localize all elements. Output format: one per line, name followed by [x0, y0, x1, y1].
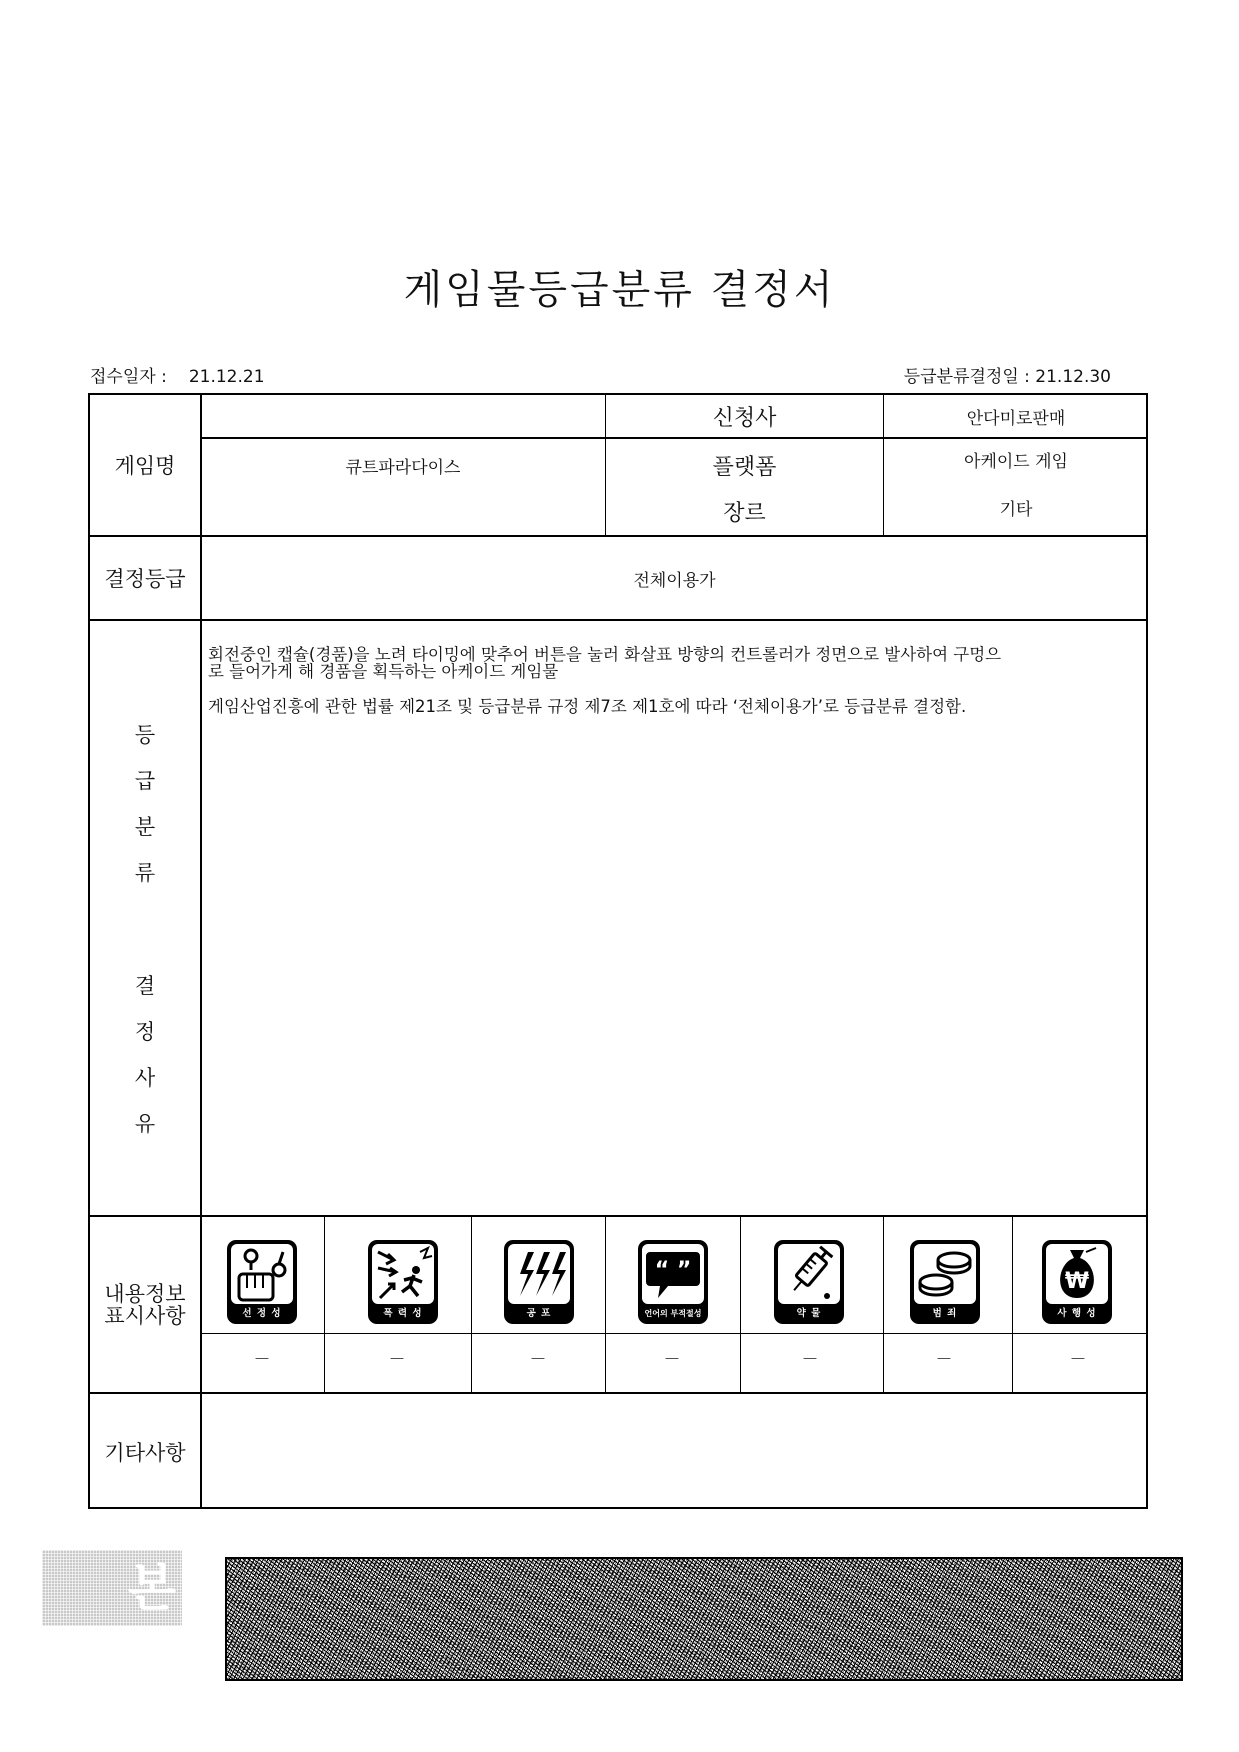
descriptor-value: －: [388, 1350, 406, 1370]
game-name-value: 큐트파라다이스: [345, 457, 461, 478]
decision-date: 등급분류결정일 : 21.12.30: [903, 367, 1111, 387]
descriptor-caption: 공 포: [526, 1308, 552, 1319]
descriptor-caption: 언어의 부적절성: [644, 1309, 702, 1318]
other-label: 기타사항: [104, 1440, 186, 1465]
descriptor-gambling: [1042, 1240, 1112, 1324]
reason-line: 회전중인 캡슐(경품)을 노려 타이밍에 맞추어 버튼을 눌러 화살표 방향의 컨트롤러가 정면으로 발사하여 구멍으: [208, 645, 1002, 664]
descriptor-violence: [368, 1240, 438, 1324]
descriptor-language: [638, 1240, 708, 1324]
reason-label-top: [90, 712, 200, 896]
applicant-label: 신청사: [712, 405, 777, 431]
reason-label-char: 사: [134, 1066, 156, 1090]
descriptor-fear: [504, 1240, 574, 1324]
reason-label-char: 분: [134, 815, 156, 839]
content-info-label-line: 표시사항: [104, 1303, 186, 1328]
rating-label: 결정등급: [104, 567, 186, 591]
reason-label-char: 급: [134, 769, 156, 793]
receipt-date: 21.12.21: [188, 367, 265, 387]
platform-label: 플랫폼: [712, 454, 777, 480]
violence-icon: [372, 1244, 434, 1304]
descriptor-value: －: [529, 1350, 547, 1370]
receipt-label: 접수일자 :: [90, 367, 167, 387]
receipt-date-line: [90, 362, 265, 387]
descriptor-value: －: [253, 1350, 271, 1370]
descriptor-value: －: [1069, 1350, 1087, 1370]
game-name-label: 게임명: [114, 454, 176, 478]
reason-line: 로 들어가게 해 경품을 획득하는 아케이드 게임물: [208, 662, 559, 681]
row-divider: [200, 1333, 1148, 1334]
svg-text:“ ”: “ ”: [654, 1258, 692, 1283]
language-icon: [642, 1244, 704, 1304]
descriptor-caption: 약 물: [796, 1308, 822, 1319]
reason-label-char: 류: [134, 861, 156, 885]
other-value: [201, 1394, 1148, 1509]
reason-label-char: 등: [134, 723, 156, 747]
genre-label: 장르: [723, 500, 766, 526]
reason-text: [208, 646, 1138, 715]
descriptor-value: －: [935, 1350, 953, 1370]
col-divider: [740, 1215, 741, 1392]
col-divider: [324, 1215, 325, 1392]
content-info-label: [90, 1217, 200, 1392]
descriptor-caption: 폭 력 성: [383, 1308, 423, 1319]
descriptor-caption: 범 죄: [932, 1308, 958, 1319]
drug-icon: [778, 1244, 840, 1304]
redacted-area: [225, 1557, 1183, 1681]
col-divider: [883, 1215, 884, 1392]
fear-icon: [508, 1244, 570, 1304]
reason-label-char: 유: [134, 1112, 156, 1136]
descriptor-drug: [774, 1240, 844, 1324]
descriptor-sexuality: [227, 1240, 297, 1324]
gambling-icon: [1046, 1244, 1108, 1304]
reason-label-char: 정: [134, 1020, 156, 1044]
crime-icon: [914, 1244, 976, 1304]
col-divider: [605, 1215, 606, 1392]
applicant-value: 안다미로판매: [966, 408, 1066, 429]
descriptor-caption: 사 행 성: [1057, 1308, 1097, 1319]
reason-label-bottom: [90, 963, 200, 1147]
descriptor-caption: 선 정 성: [242, 1308, 282, 1319]
descriptor-crime: [910, 1240, 980, 1324]
reason-line: 게임산업진흥에 관한 법률 제21조 및 등급분류 규정 제7조 제1호에 따라 ‘전체이용가’로 등급분류 결정함.: [208, 697, 967, 716]
stamp-char: 본: [127, 1559, 176, 1617]
rating-value: 전체이용가: [633, 570, 716, 591]
row-divider: [90, 1215, 1148, 1217]
reason-label-char: 결: [134, 974, 156, 998]
content-info-label-line: 내용정보: [104, 1281, 186, 1306]
genre-value: 기타: [999, 499, 1033, 520]
row-divider: [90, 619, 1148, 621]
col-divider: [471, 1215, 472, 1392]
classification-table: [88, 393, 1148, 1509]
descriptor-value: －: [663, 1350, 681, 1370]
platform-value: 아케이드 게임: [964, 451, 1068, 472]
col-divider: [1012, 1215, 1013, 1392]
document-title: 게임물등급분류 결정서: [403, 267, 836, 313]
stamp-mark: [42, 1550, 182, 1626]
descriptor-value: －: [801, 1350, 819, 1370]
sexuality-icon: [231, 1244, 293, 1304]
svg-text:₩: ₩: [1064, 1269, 1090, 1294]
